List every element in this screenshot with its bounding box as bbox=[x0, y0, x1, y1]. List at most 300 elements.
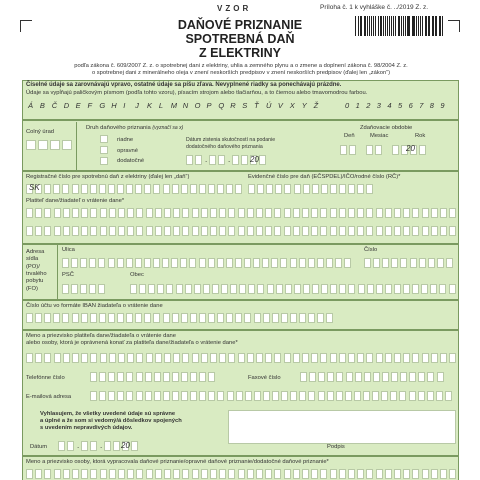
payer-char-box[interactable] bbox=[72, 208, 79, 218]
street-char-box[interactable] bbox=[199, 258, 206, 268]
registration-char-box[interactable] bbox=[226, 184, 233, 194]
number-char-box[interactable] bbox=[428, 258, 435, 268]
representative-char-box[interactable] bbox=[109, 353, 116, 363]
iban-char-box[interactable] bbox=[317, 313, 324, 323]
email-char-box[interactable] bbox=[181, 391, 188, 401]
iban-char-box[interactable] bbox=[235, 313, 242, 323]
payer-char-box[interactable] bbox=[201, 226, 208, 236]
payer-char-box[interactable] bbox=[100, 226, 107, 236]
street-char-box[interactable] bbox=[162, 258, 169, 268]
preparer-char-box[interactable] bbox=[210, 469, 217, 479]
evidence-char-box[interactable] bbox=[330, 184, 337, 194]
registration-char-box[interactable] bbox=[99, 184, 106, 194]
email-char-box[interactable] bbox=[272, 391, 279, 401]
payer-char-box[interactable] bbox=[330, 208, 337, 218]
preparer-char-box[interactable] bbox=[100, 469, 107, 479]
representative-char-box[interactable] bbox=[422, 353, 429, 363]
iban-char-box[interactable] bbox=[62, 313, 69, 323]
preparer-char-box[interactable] bbox=[339, 469, 346, 479]
email-char-box[interactable] bbox=[299, 391, 306, 401]
payer-char-box[interactable] bbox=[247, 208, 254, 218]
fax-char-box[interactable] bbox=[400, 372, 407, 382]
iban-char-box[interactable] bbox=[254, 313, 261, 323]
number-char-box[interactable] bbox=[382, 258, 389, 268]
iban-char-box[interactable] bbox=[299, 313, 306, 323]
number-char-box[interactable] bbox=[446, 258, 453, 268]
email-char-box[interactable] bbox=[172, 391, 179, 401]
street-char-box[interactable] bbox=[189, 258, 196, 268]
street-char-box[interactable] bbox=[344, 258, 351, 268]
city-char-box[interactable] bbox=[394, 284, 401, 294]
payer-char-box[interactable] bbox=[412, 226, 419, 236]
customs-office-box-2[interactable] bbox=[38, 140, 48, 150]
email-char-box[interactable] bbox=[208, 391, 215, 401]
phone-char-box[interactable] bbox=[163, 372, 170, 382]
payer-char-box[interactable] bbox=[376, 226, 383, 236]
payer-char-box[interactable] bbox=[90, 208, 97, 218]
payer-char-box[interactable] bbox=[284, 208, 291, 218]
city-char-box[interactable] bbox=[367, 284, 374, 294]
email-char-box[interactable] bbox=[290, 391, 297, 401]
payer-char-box[interactable] bbox=[256, 226, 263, 236]
street-char-box[interactable] bbox=[180, 258, 187, 268]
preparer-char-box[interactable] bbox=[155, 469, 162, 479]
payer-char-box[interactable] bbox=[320, 226, 327, 236]
preparer-char-box[interactable] bbox=[293, 469, 300, 479]
fax-char-box[interactable] bbox=[418, 372, 425, 382]
zip-char-box[interactable] bbox=[98, 284, 105, 294]
representative-char-box[interactable] bbox=[118, 353, 125, 363]
email-char-box[interactable] bbox=[318, 391, 325, 401]
checkbox-opravne[interactable] bbox=[100, 146, 108, 154]
preparer-char-box[interactable] bbox=[431, 469, 438, 479]
payer-char-box[interactable] bbox=[302, 226, 309, 236]
preparer-char-box[interactable] bbox=[118, 469, 125, 479]
street-char-box[interactable] bbox=[290, 258, 297, 268]
street-char-box[interactable] bbox=[335, 258, 342, 268]
payer-char-box[interactable] bbox=[26, 208, 33, 218]
street-char-box[interactable] bbox=[80, 258, 87, 268]
number-char-box[interactable] bbox=[419, 258, 426, 268]
number-char-box[interactable] bbox=[373, 258, 380, 268]
representative-char-box[interactable] bbox=[90, 353, 97, 363]
payer-char-box[interactable] bbox=[26, 226, 33, 236]
payer-char-box[interactable] bbox=[182, 226, 189, 236]
street-char-box[interactable] bbox=[208, 258, 215, 268]
representative-char-box[interactable] bbox=[146, 353, 153, 363]
registration-char-box[interactable] bbox=[81, 184, 88, 194]
payer-char-box[interactable] bbox=[118, 208, 125, 218]
period-day-box[interactable] bbox=[349, 145, 356, 155]
evidence-char-box[interactable] bbox=[303, 184, 310, 194]
payer-char-box[interactable] bbox=[81, 208, 88, 218]
fax-char-box[interactable] bbox=[427, 372, 434, 382]
representative-char-box[interactable] bbox=[63, 353, 70, 363]
payer-char-box[interactable] bbox=[403, 208, 410, 218]
declaration-date-box[interactable] bbox=[67, 441, 74, 451]
iban-char-box[interactable] bbox=[181, 313, 188, 323]
phone-char-box[interactable] bbox=[181, 372, 188, 382]
number-char-box[interactable] bbox=[364, 258, 371, 268]
representative-char-box[interactable] bbox=[284, 353, 291, 363]
registration-char-box[interactable] bbox=[126, 184, 133, 194]
payer-char-box[interactable] bbox=[385, 226, 392, 236]
registration-char-box[interactable] bbox=[181, 184, 188, 194]
registration-char-box[interactable] bbox=[144, 184, 151, 194]
payer-char-box[interactable] bbox=[302, 208, 309, 218]
zip-char-box[interactable] bbox=[80, 284, 87, 294]
fax-char-box[interactable] bbox=[336, 372, 343, 382]
payer-char-box[interactable] bbox=[293, 208, 300, 218]
iban-char-box[interactable] bbox=[153, 313, 160, 323]
street-char-box[interactable] bbox=[126, 258, 133, 268]
iban-char-box[interactable] bbox=[281, 313, 288, 323]
payer-char-box[interactable] bbox=[100, 208, 107, 218]
city-char-box[interactable] bbox=[276, 284, 283, 294]
date-box[interactable] bbox=[259, 155, 266, 165]
preparer-char-box[interactable] bbox=[274, 469, 281, 479]
date-box[interactable] bbox=[232, 155, 239, 165]
evidence-char-box[interactable] bbox=[357, 184, 364, 194]
city-char-box[interactable] bbox=[330, 284, 337, 294]
representative-char-box[interactable] bbox=[376, 353, 383, 363]
representative-char-box[interactable] bbox=[238, 353, 245, 363]
email-char-box[interactable] bbox=[308, 391, 315, 401]
payer-char-box[interactable] bbox=[320, 208, 327, 218]
payer-char-box[interactable] bbox=[330, 226, 337, 236]
payer-char-box[interactable] bbox=[228, 226, 235, 236]
city-char-box[interactable] bbox=[148, 284, 155, 294]
declaration-date-box[interactable] bbox=[58, 441, 65, 451]
payer-char-box[interactable] bbox=[412, 208, 419, 218]
preparer-char-box[interactable] bbox=[127, 469, 134, 479]
payer-char-box[interactable] bbox=[385, 208, 392, 218]
registration-char-box[interactable] bbox=[217, 184, 224, 194]
representative-char-box[interactable] bbox=[201, 353, 208, 363]
payer-char-box[interactable] bbox=[339, 208, 346, 218]
city-char-box[interactable] bbox=[221, 284, 228, 294]
date-box[interactable] bbox=[218, 155, 225, 165]
street-char-box[interactable] bbox=[262, 258, 269, 268]
preparer-char-box[interactable] bbox=[449, 469, 456, 479]
iban-char-box[interactable] bbox=[244, 313, 251, 323]
representative-char-box[interactable] bbox=[35, 353, 42, 363]
preparer-char-box[interactable] bbox=[412, 469, 419, 479]
city-char-box[interactable] bbox=[194, 284, 201, 294]
fax-char-box[interactable] bbox=[437, 372, 444, 382]
payer-char-box[interactable] bbox=[127, 208, 134, 218]
representative-char-box[interactable] bbox=[449, 353, 456, 363]
city-char-box[interactable] bbox=[294, 284, 301, 294]
email-char-box[interactable] bbox=[409, 391, 416, 401]
city-char-box[interactable] bbox=[285, 284, 292, 294]
email-char-box[interactable] bbox=[363, 391, 370, 401]
phone-char-box[interactable] bbox=[154, 372, 161, 382]
representative-char-box[interactable] bbox=[72, 353, 79, 363]
city-char-box[interactable] bbox=[130, 284, 137, 294]
email-char-box[interactable] bbox=[354, 391, 361, 401]
fax-char-box[interactable] bbox=[373, 372, 380, 382]
preparer-char-box[interactable] bbox=[219, 469, 226, 479]
payer-char-box[interactable] bbox=[164, 208, 171, 218]
city-char-box[interactable] bbox=[203, 284, 210, 294]
iban-char-box[interactable] bbox=[190, 313, 197, 323]
email-char-box[interactable] bbox=[90, 391, 97, 401]
city-char-box[interactable] bbox=[312, 284, 319, 294]
phone-char-box[interactable] bbox=[126, 372, 133, 382]
city-char-box[interactable] bbox=[257, 284, 264, 294]
payer-char-box[interactable] bbox=[449, 208, 456, 218]
payer-char-box[interactable] bbox=[109, 208, 116, 218]
registration-char-box[interactable] bbox=[163, 184, 170, 194]
fax-char-box[interactable] bbox=[309, 372, 316, 382]
fax-char-box[interactable] bbox=[382, 372, 389, 382]
representative-char-box[interactable] bbox=[431, 353, 438, 363]
payer-char-box[interactable] bbox=[311, 226, 318, 236]
payer-char-box[interactable] bbox=[348, 226, 355, 236]
payer-char-box[interactable] bbox=[109, 226, 116, 236]
city-char-box[interactable] bbox=[439, 284, 446, 294]
period-month-box[interactable] bbox=[375, 145, 382, 155]
representative-char-box[interactable] bbox=[228, 353, 235, 363]
preparer-char-box[interactable] bbox=[284, 469, 291, 479]
email-char-box[interactable] bbox=[108, 391, 115, 401]
city-char-box[interactable] bbox=[321, 284, 328, 294]
iban-char-box[interactable] bbox=[208, 313, 215, 323]
iban-char-box[interactable] bbox=[226, 313, 233, 323]
representative-char-box[interactable] bbox=[182, 353, 189, 363]
period-year-box[interactable] bbox=[392, 145, 399, 155]
preparer-char-box[interactable] bbox=[366, 469, 373, 479]
phone-char-box[interactable] bbox=[199, 372, 206, 382]
evidence-char-box[interactable] bbox=[294, 184, 301, 194]
phone-char-box[interactable] bbox=[108, 372, 115, 382]
preparer-char-box[interactable] bbox=[192, 469, 199, 479]
period-year-box[interactable] bbox=[419, 145, 426, 155]
registration-char-box[interactable] bbox=[90, 184, 97, 194]
city-char-box[interactable] bbox=[449, 284, 456, 294]
city-char-box[interactable] bbox=[339, 284, 346, 294]
fax-char-box[interactable] bbox=[391, 372, 398, 382]
payer-char-box[interactable] bbox=[127, 226, 134, 236]
payer-char-box[interactable] bbox=[238, 208, 245, 218]
email-char-box[interactable] bbox=[427, 391, 434, 401]
email-char-box[interactable] bbox=[281, 391, 288, 401]
payer-char-box[interactable] bbox=[164, 226, 171, 236]
payer-char-box[interactable] bbox=[146, 226, 153, 236]
evidence-char-box[interactable] bbox=[275, 184, 282, 194]
zip-char-box[interactable] bbox=[62, 284, 69, 294]
fax-char-box[interactable] bbox=[300, 372, 307, 382]
representative-char-box[interactable] bbox=[320, 353, 327, 363]
iban-char-box[interactable] bbox=[135, 313, 142, 323]
city-char-box[interactable] bbox=[139, 284, 146, 294]
city-char-box[interactable] bbox=[267, 284, 274, 294]
representative-char-box[interactable] bbox=[265, 353, 272, 363]
payer-char-box[interactable] bbox=[440, 226, 447, 236]
evidence-char-box[interactable] bbox=[321, 184, 328, 194]
preparer-char-box[interactable] bbox=[311, 469, 318, 479]
city-char-box[interactable] bbox=[430, 284, 437, 294]
registration-char-box[interactable] bbox=[53, 184, 60, 194]
street-char-box[interactable] bbox=[153, 258, 160, 268]
preparer-char-box[interactable] bbox=[256, 469, 263, 479]
payer-char-box[interactable] bbox=[293, 226, 300, 236]
city-char-box[interactable] bbox=[412, 284, 419, 294]
city-char-box[interactable] bbox=[166, 284, 173, 294]
street-char-box[interactable] bbox=[144, 258, 151, 268]
fax-char-box[interactable] bbox=[318, 372, 325, 382]
registration-char-box[interactable] bbox=[72, 184, 79, 194]
declaration-date-box[interactable] bbox=[131, 441, 138, 451]
payer-char-box[interactable] bbox=[182, 208, 189, 218]
payer-char-box[interactable] bbox=[366, 226, 373, 236]
period-day-box[interactable] bbox=[340, 145, 347, 155]
email-char-box[interactable] bbox=[254, 391, 261, 401]
payer-char-box[interactable] bbox=[366, 208, 373, 218]
email-char-box[interactable] bbox=[381, 391, 388, 401]
preparer-char-box[interactable] bbox=[265, 469, 272, 479]
payer-char-box[interactable] bbox=[210, 208, 217, 218]
street-char-box[interactable] bbox=[299, 258, 306, 268]
number-char-box[interactable] bbox=[410, 258, 417, 268]
preparer-char-box[interactable] bbox=[247, 469, 254, 479]
representative-char-box[interactable] bbox=[357, 353, 364, 363]
payer-char-box[interactable] bbox=[440, 208, 447, 218]
city-char-box[interactable] bbox=[358, 284, 365, 294]
phone-char-box[interactable] bbox=[172, 372, 179, 382]
preparer-char-box[interactable] bbox=[403, 469, 410, 479]
registration-char-box[interactable] bbox=[199, 184, 206, 194]
declaration-date-box[interactable] bbox=[90, 441, 97, 451]
payer-char-box[interactable] bbox=[376, 208, 383, 218]
registration-char-box[interactable] bbox=[172, 184, 179, 194]
street-char-box[interactable] bbox=[280, 258, 287, 268]
email-char-box[interactable] bbox=[126, 391, 133, 401]
registration-char-box[interactable] bbox=[62, 184, 69, 194]
evidence-char-box[interactable] bbox=[312, 184, 319, 194]
preparer-char-box[interactable] bbox=[182, 469, 189, 479]
zip-char-box[interactable] bbox=[71, 284, 78, 294]
email-char-box[interactable] bbox=[399, 391, 406, 401]
date-box[interactable] bbox=[241, 155, 248, 165]
date-box[interactable] bbox=[186, 155, 193, 165]
representative-char-box[interactable] bbox=[127, 353, 134, 363]
representative-char-box[interactable] bbox=[403, 353, 410, 363]
preparer-char-box[interactable] bbox=[440, 469, 447, 479]
payer-char-box[interactable] bbox=[155, 208, 162, 218]
registration-char-box[interactable] bbox=[44, 184, 51, 194]
payer-char-box[interactable] bbox=[403, 226, 410, 236]
representative-char-box[interactable] bbox=[412, 353, 419, 363]
representative-char-box[interactable] bbox=[339, 353, 346, 363]
customs-office-box-4[interactable] bbox=[62, 140, 72, 150]
street-char-box[interactable] bbox=[226, 258, 233, 268]
street-char-box[interactable] bbox=[308, 258, 315, 268]
preparer-char-box[interactable] bbox=[330, 469, 337, 479]
fax-char-box[interactable] bbox=[355, 372, 362, 382]
payer-char-box[interactable] bbox=[228, 208, 235, 218]
iban-char-box[interactable] bbox=[272, 313, 279, 323]
street-char-box[interactable] bbox=[108, 258, 115, 268]
preparer-char-box[interactable] bbox=[302, 469, 309, 479]
city-char-box[interactable] bbox=[157, 284, 164, 294]
phone-char-box[interactable] bbox=[99, 372, 106, 382]
iban-char-box[interactable] bbox=[126, 313, 133, 323]
street-char-box[interactable] bbox=[317, 258, 324, 268]
fax-char-box[interactable] bbox=[327, 372, 334, 382]
representative-char-box[interactable] bbox=[219, 353, 226, 363]
payer-char-box[interactable] bbox=[348, 208, 355, 218]
preparer-char-box[interactable] bbox=[63, 469, 70, 479]
city-char-box[interactable] bbox=[248, 284, 255, 294]
payer-char-box[interactable] bbox=[192, 208, 199, 218]
declaration-date-box[interactable] bbox=[81, 441, 88, 451]
iban-char-box[interactable] bbox=[172, 313, 179, 323]
representative-char-box[interactable] bbox=[164, 353, 171, 363]
payer-char-box[interactable] bbox=[431, 208, 438, 218]
checkbox-riadne[interactable] bbox=[100, 135, 108, 143]
street-char-box[interactable] bbox=[235, 258, 242, 268]
payer-char-box[interactable] bbox=[357, 226, 364, 236]
representative-char-box[interactable] bbox=[136, 353, 143, 363]
representative-char-box[interactable] bbox=[385, 353, 392, 363]
email-char-box[interactable] bbox=[163, 391, 170, 401]
fax-char-box[interactable] bbox=[346, 372, 353, 382]
email-char-box[interactable] bbox=[436, 391, 443, 401]
representative-char-box[interactable] bbox=[100, 353, 107, 363]
representative-char-box[interactable] bbox=[173, 353, 180, 363]
iban-char-box[interactable] bbox=[217, 313, 224, 323]
preparer-char-box[interactable] bbox=[164, 469, 171, 479]
registration-char-box[interactable] bbox=[135, 184, 142, 194]
date-box[interactable] bbox=[195, 155, 202, 165]
street-char-box[interactable] bbox=[71, 258, 78, 268]
city-char-box[interactable] bbox=[176, 284, 183, 294]
street-char-box[interactable] bbox=[217, 258, 224, 268]
street-char-box[interactable] bbox=[89, 258, 96, 268]
iban-char-box[interactable] bbox=[90, 313, 97, 323]
payer-char-box[interactable] bbox=[44, 226, 51, 236]
preparer-char-box[interactable] bbox=[238, 469, 245, 479]
declaration-date-box[interactable] bbox=[104, 441, 111, 451]
street-char-box[interactable] bbox=[171, 258, 178, 268]
customs-office-box-1[interactable] bbox=[26, 140, 36, 150]
representative-char-box[interactable] bbox=[348, 353, 355, 363]
payer-char-box[interactable] bbox=[219, 226, 226, 236]
payer-char-box[interactable] bbox=[357, 208, 364, 218]
date-box[interactable] bbox=[209, 155, 216, 165]
iban-char-box[interactable] bbox=[326, 313, 333, 323]
city-char-box[interactable] bbox=[230, 284, 237, 294]
payer-char-box[interactable] bbox=[422, 208, 429, 218]
iban-char-box[interactable] bbox=[199, 313, 206, 323]
email-char-box[interactable] bbox=[154, 391, 161, 401]
email-char-box[interactable] bbox=[199, 391, 206, 401]
preparer-char-box[interactable] bbox=[376, 469, 383, 479]
payer-char-box[interactable] bbox=[284, 226, 291, 236]
email-char-box[interactable] bbox=[190, 391, 197, 401]
payer-char-box[interactable] bbox=[90, 226, 97, 236]
signature-field[interactable] bbox=[228, 410, 456, 444]
payer-char-box[interactable] bbox=[63, 208, 70, 218]
email-char-box[interactable] bbox=[327, 391, 334, 401]
preparer-char-box[interactable] bbox=[35, 469, 42, 479]
street-char-box[interactable] bbox=[62, 258, 69, 268]
city-char-box[interactable] bbox=[185, 284, 192, 294]
representative-char-box[interactable] bbox=[44, 353, 51, 363]
email-char-box[interactable] bbox=[445, 391, 452, 401]
